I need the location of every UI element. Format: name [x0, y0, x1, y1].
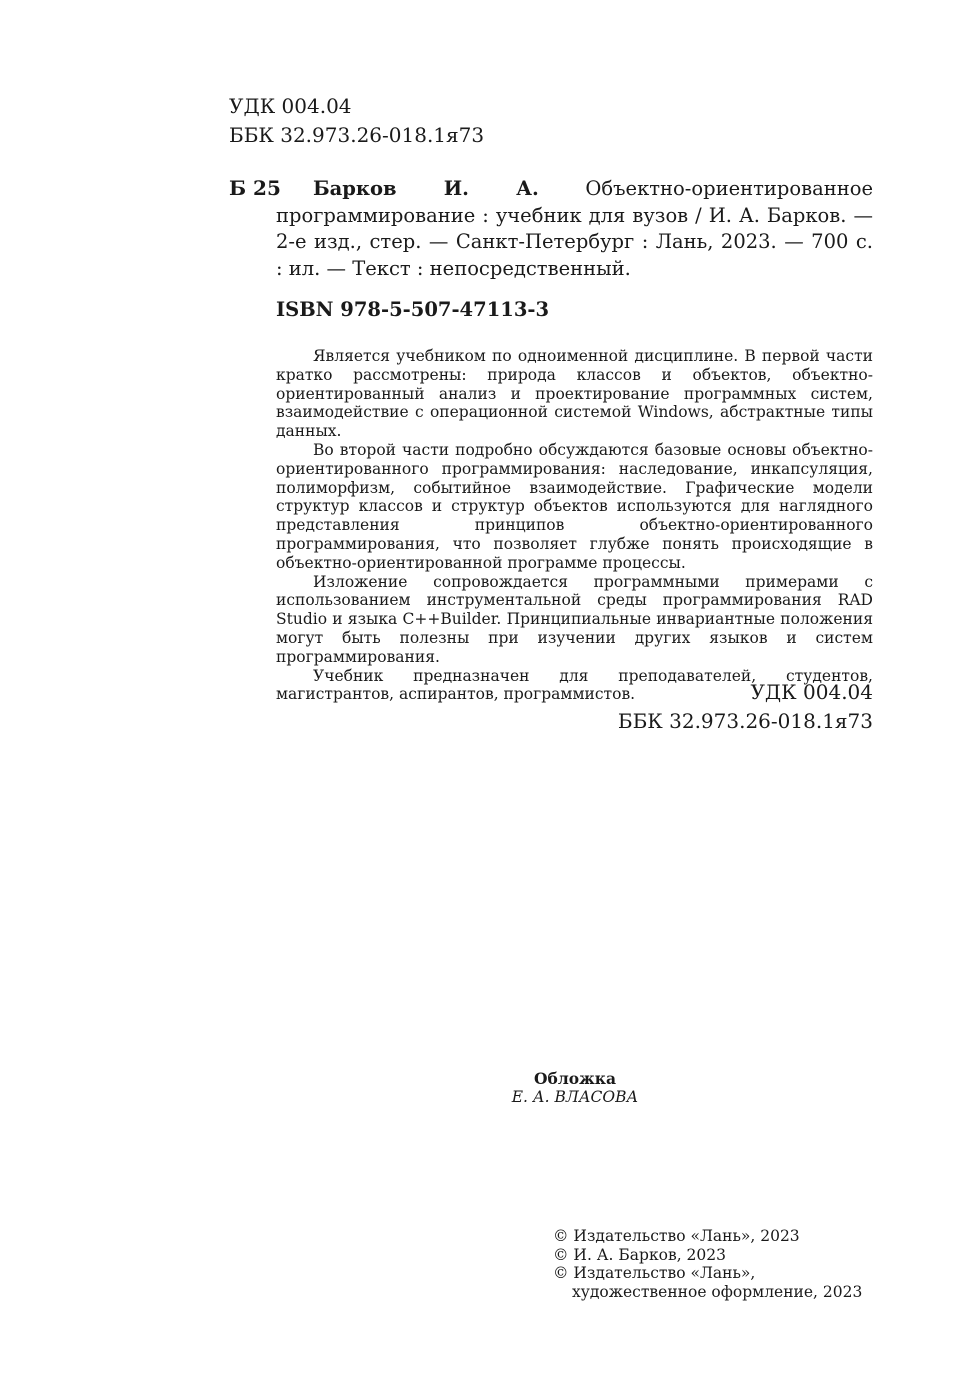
author-cipher: Б 25: [229, 176, 281, 200]
isbn: ISBN 978-5-507-47113-3: [276, 298, 550, 321]
abstract-paragraph: Учебник предназначен для преподавателей, студентов, магистрантов, аспирантов, программистов.: [276, 666, 873, 704]
cover-credit: [440, 1069, 710, 1107]
classification-codes-top: [229, 92, 484, 150]
bibliographic-description: Объектно-ориентированное программирование : учебник для вузов / И. А. Барков. — 2-е изд., стер. — Санкт-Петербург : Лань, 2023. — 700 с. : ил. — Текст : непосредственный.: [276, 177, 874, 280]
bbk-code: ББК 32.973.26-018.1я73: [617, 709, 873, 733]
copyright-line: © Издательство «Лань»,: [553, 1264, 756, 1283]
copyright-line: © И. А. Барков, 2023: [553, 1245, 726, 1264]
classification-codes-bottom: [573, 678, 873, 736]
copyright-block: [553, 1227, 862, 1301]
copyright-line: художественное оформление, 2023: [572, 1282, 863, 1301]
abstract-paragraph: Изложение сопровождается программными примерами с использованием инструментальной среды программирования RAD Studio и языка C++Builder. Принципиальные инвариантные положения могут быть полезны при изучении других языков и систем программирования.: [276, 572, 873, 666]
udk-code: УДК 004.04: [750, 680, 873, 704]
cover-label: Обложка: [534, 1069, 616, 1088]
abstract: [276, 347, 873, 704]
bbk-code: ББК 32.973.26-018.1я73: [229, 123, 485, 147]
cover-designer: Е. А. ВЛАСОВА: [511, 1088, 639, 1106]
abstract-paragraph: Во второй части подробно обсуждаются базовые основы объектно-ориентированного программирования: наследование, инкапсуляция, полиморфизм, событийное взаимодействие. Графические модели структур классов и структур объектов используются для наглядного представления принципов объектно-ориентированного программирования, что позволяет глубже понять происходящие в объектно-ориентированной программе процессы.: [276, 440, 873, 572]
copyright-line: © Издательство «Лань», 2023: [553, 1227, 800, 1245]
abstract-paragraph: Является учебником по одноименной дисциплине. В первой части кратко рассмотрены: природа классов и объектов, объектно-ориентированный анализ и проектирование программных систем, взаимодействие с операционной системой Windows, абстрактные типы данных.: [276, 347, 873, 441]
author-name: Барков И. А.: [313, 177, 539, 200]
udk-code: УДК 004.04: [229, 94, 352, 118]
bibliographic-entry: [276, 176, 873, 282]
